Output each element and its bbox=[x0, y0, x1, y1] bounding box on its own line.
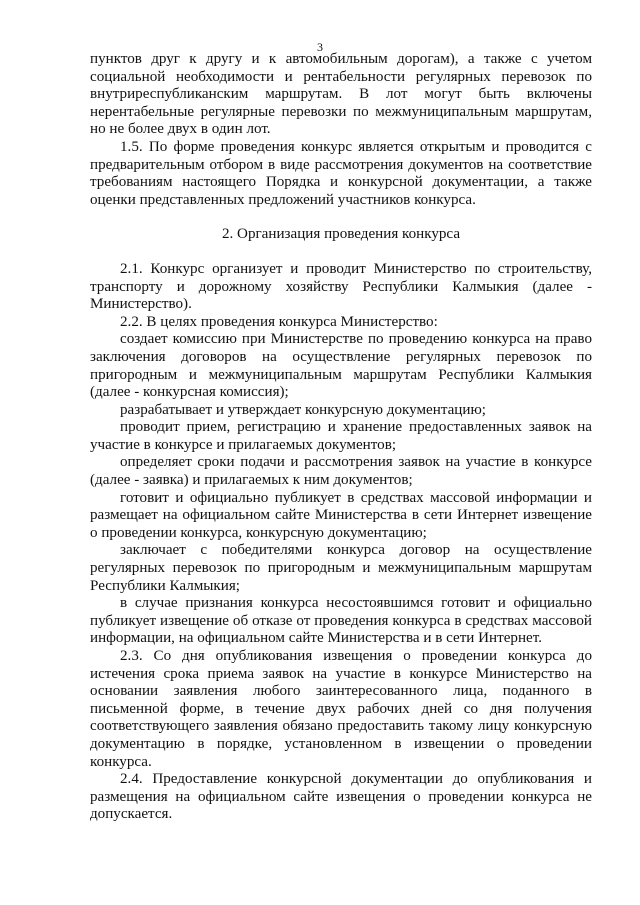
list-item-cancellation: в случае признания конкурса несостоявшимся готовит и официально публикует извещение об отказе от проведения конкурса в средствах массовой информации, на официальном сайте Министерства и в сети Интернет. bbox=[90, 595, 592, 647]
list-item-contract: заключает с победителями конкурса договор на осуществление регулярных перевозок по пригородным и межмуниципальным маршрутам Республики Калмыкия; bbox=[90, 542, 592, 594]
paragraph-continuation: пунктов друг к другу и к автомобильным дорогам), а также с учетом социальной необходимости и рентабельности регулярных перевозок по внутриреспубликанским маршрутам. В лот могут быть включены нерентабельные регулярные перевозки по межмуниципальным маршрутам, но не более двух в один лот. bbox=[90, 51, 592, 138]
list-item-publication: готовит и официально публикует в средствах массовой информации и размещает на официальном сайте Министерства в сети Интернет извещение о проведении конкурса, конкурсную документацию; bbox=[90, 489, 592, 541]
section-title: 2. Организация проведения конкурса bbox=[221, 226, 461, 243]
list-item-reception: проводит прием, регистрацию и хранение предоставленных заявок на участие в конкурсе и прилагаемых документов; bbox=[90, 419, 592, 453]
document-body bbox=[90, 51, 592, 824]
list-item-deadlines: определяет сроки подачи и рассмотрения заявок на участие в конкурсе (далее - заявка) и прилагаемых к ним документов; bbox=[90, 454, 592, 489]
list-item-documentation: разрабатывает и утверждает конкурсную документацию; bbox=[120, 401, 486, 418]
list-item-commission: создает комиссию при Министерстве по проведению конкурса на право заключения договоров на осуществление регулярных перевозок по пригородным и межмуниципальным маршрутам Республики Калмыкия (далее - конкурсная комиссия); bbox=[90, 331, 592, 401]
paragraph-1-5: 1.5. По форме проведения конкурс является открытым и проводится с предварительным отбором в виде рассмотрения документов на соответствие требованиям настоящего Порядка и конкурсной документации, а также оценки представленных предложений участников конкурса. bbox=[90, 138, 592, 208]
paragraph-2-2: 2.2. В целях проведения конкурса Министерство: bbox=[120, 313, 438, 330]
paragraph-2-4: 2.4. Предоставление конкурсной документации до опубликования и размещения на официальном сайте извещения о проведении конкурса не допускается. bbox=[90, 771, 592, 823]
paragraph-2-3: 2.3. Со дня опубликования извещения о проведении конкурса до истечения срока приема заявок на участие в конкурсе Министерство на основании заявления любого заинтересованного лица, поданного в письменной форме, в течение двух рабочих дней со дня получения соответствующего заявления обязано предоставить такому лицу конкурсную документацию в порядке, установленном в извещении о проведении конкурса. bbox=[90, 648, 592, 770]
paragraph-2-1: 2.1. Конкурс организует и проводит Министерство по строительству, транспорту и дорожному хозяйству Республики Калмыкия (далее - Министерство). bbox=[90, 260, 592, 313]
page-number: 3 bbox=[317, 40, 323, 54]
